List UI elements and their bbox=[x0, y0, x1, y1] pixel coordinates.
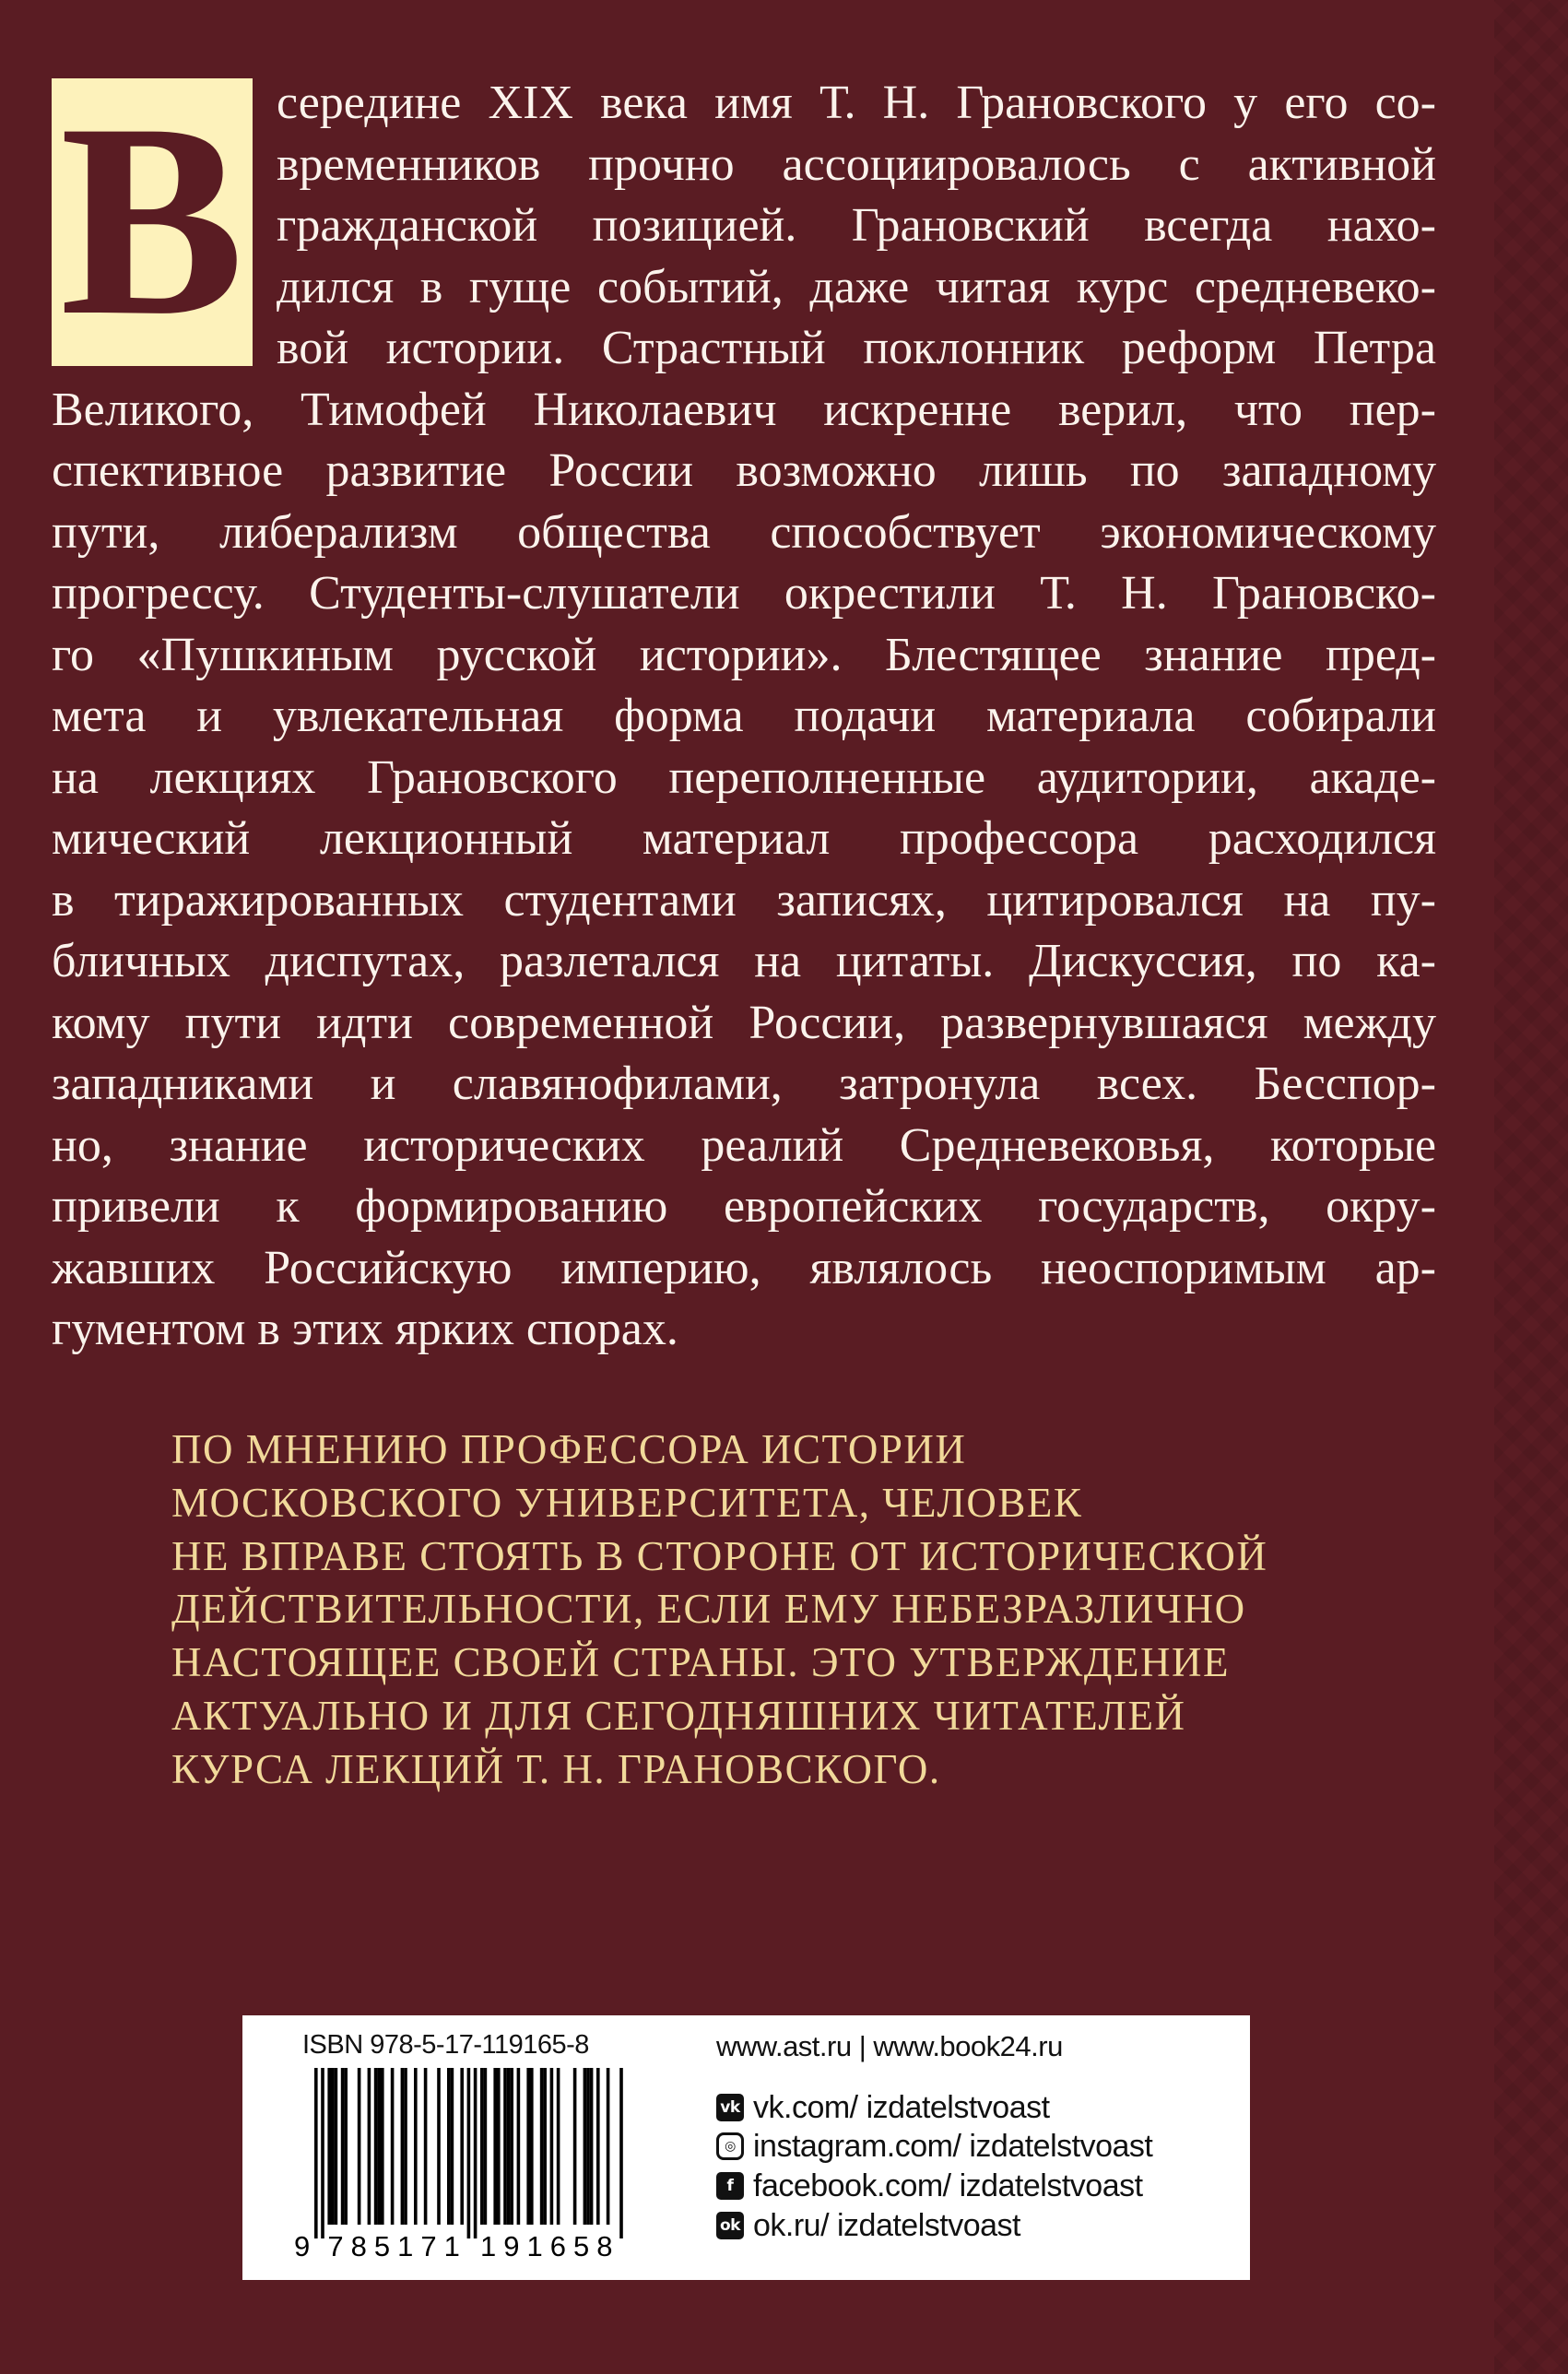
social-vk bbox=[716, 2091, 1050, 2124]
body-line: середине XIX века имя Т. Н. Грановского у его со- bbox=[277, 77, 1436, 129]
barcode-bar bbox=[586, 2068, 590, 2225]
barcode-bar bbox=[414, 2068, 418, 2225]
barcode-bar bbox=[358, 2068, 361, 2225]
barcode bbox=[294, 2068, 626, 2262]
odnoklassniki-icon: ok bbox=[716, 2212, 744, 2239]
body-line: жавших Российскую империю, являлось неоспоримым ар- bbox=[52, 1241, 1436, 1294]
barcode-guard-bar bbox=[474, 2068, 477, 2238]
websites: www.ast.ru | www.book24.ru bbox=[716, 2030, 1063, 2062]
body-line: на лекциях Грановского переполненные аудитории, акаде- bbox=[52, 750, 1436, 804]
social-facebook bbox=[716, 2169, 1143, 2203]
instagram-icon: ◎ bbox=[716, 2132, 744, 2160]
social-odnoklassniki bbox=[716, 2209, 1020, 2242]
facebook-icon: f bbox=[716, 2172, 744, 2200]
barcode-bar bbox=[540, 2068, 544, 2225]
body-line: мета и увлекательная форма подачи материала собирали bbox=[52, 690, 1436, 742]
isbn-label: ISBN 978-5-17-119165-8 bbox=[302, 2030, 589, 2060]
barcode-digit-first: 9 bbox=[294, 2230, 318, 2262]
vk-icon: vk bbox=[716, 2094, 744, 2121]
barcode-bar bbox=[503, 2068, 507, 2225]
barcode-bar bbox=[377, 2068, 381, 2225]
body-line: привели к формированию европейских государств, окру- bbox=[52, 1180, 1436, 1233]
social-text: facebook.com/ izdatelstvoast bbox=[753, 2167, 1143, 2203]
barcode-guard-bar bbox=[321, 2068, 324, 2238]
barcode-bar bbox=[573, 2068, 577, 2225]
social-text: instagram.com/ izdatelstvoast bbox=[753, 2128, 1153, 2164]
barcode-digits-left: 785171 bbox=[327, 2230, 467, 2262]
ornament-border bbox=[1494, 0, 1568, 2374]
barcode-bar bbox=[331, 2068, 335, 2225]
highlight-quote bbox=[171, 1423, 1267, 1797]
barcode-bar bbox=[335, 2068, 338, 2225]
quote-line: КУРСА ЛЕКЦИЙ Т. Н. ГРАНОВСКОГО. bbox=[171, 1745, 941, 1792]
body-line: кому пути идти современной России, развернувшаяся между bbox=[52, 996, 1436, 1049]
body-line: спективное развитие России возможно лишь по западному bbox=[52, 444, 1436, 497]
body-line: Великого, Тимофей Николаевич искренне верил, что пер- bbox=[52, 383, 1436, 436]
quote-line: МОСКОВСКОГО УНИВЕРСИТЕТА, ЧЕЛОВЕК bbox=[171, 1479, 1083, 1526]
barcode-bar bbox=[480, 2068, 484, 2225]
barcode-bar bbox=[341, 2068, 345, 2225]
body-line: но, знание исторических реалий Средневековья, которые bbox=[52, 1118, 1436, 1172]
barcode-bar bbox=[510, 2068, 513, 2225]
body-line: прогрессу. Студенты-слушатели окрестили Т. Н. Грановско- bbox=[52, 567, 1436, 620]
barcode-bar bbox=[451, 2068, 454, 2225]
body-line: временников прочно ассоциировалось с активной bbox=[277, 137, 1436, 191]
drop-cap-letter: В bbox=[59, 66, 245, 372]
barcode-bar bbox=[437, 2068, 441, 2225]
quote-line: НАСТОЯЩЕЕ СВОЕЙ СТРАНЫ. ЭТО УТВЕРЖДЕНИЕ bbox=[171, 1639, 1230, 1686]
social-instagram bbox=[716, 2130, 1152, 2163]
body-line: западниками и славянофилами, затронула всех. Бесспор- bbox=[52, 1057, 1436, 1110]
body-line: гражданской позицией. Грановский всегда нахо- bbox=[277, 199, 1436, 252]
quote-line: НЕ ВПРАВЕ СТОЯТЬ В СТОРОНЕ ОТ ИСТОРИЧЕСКОЙ bbox=[171, 1532, 1268, 1579]
imprint-panel bbox=[242, 2015, 1250, 2280]
body-line: в тиражированных студентами записях, цитировался на пу- bbox=[52, 873, 1436, 927]
barcode-guard-bar bbox=[619, 2068, 623, 2238]
barcode-digits-right: 191658 bbox=[480, 2230, 620, 2262]
barcode-bar bbox=[517, 2068, 521, 2225]
body-line: дился в гуще событий, даже читая курс средневеко- bbox=[277, 260, 1436, 313]
barcode-bar bbox=[584, 2068, 587, 2225]
quote-line: ДЕЙСТВИТЕЛЬНОСТИ, ЕСЛИ ЕМУ НЕБЕЗРАЗЛИЧНО bbox=[171, 1586, 1246, 1633]
barcode-bar bbox=[543, 2068, 547, 2225]
barcode-bar bbox=[497, 2068, 501, 2225]
barcode-guard-bar bbox=[314, 2068, 318, 2238]
body-line: бличных диспутах, разлетался на цитаты. Дискуссия, по ка- bbox=[52, 935, 1436, 987]
social-text: vk.com/ izdatelstvoast bbox=[753, 2089, 1050, 2125]
barcode-bar bbox=[557, 2068, 560, 2225]
body-line: вой истории. Страстный поклонник реформ Петра bbox=[277, 322, 1436, 374]
barcode-bar bbox=[391, 2068, 395, 2225]
barcode-bar bbox=[424, 2068, 428, 2225]
body-line: го «Пушкиным русской истории». Блестящее знание пред- bbox=[52, 628, 1436, 681]
barcode-bar bbox=[526, 2068, 530, 2225]
barcode-bar bbox=[447, 2068, 451, 2225]
quote-line: АКТУАЛЬНО И ДЛЯ СЕГОДНЯШНИХ ЧИТАТЕЛЕЙ bbox=[171, 1692, 1186, 1739]
body-text bbox=[52, 66, 1436, 1361]
barcode-bar bbox=[590, 2068, 594, 2225]
body-line: мический лекционный материал профессора расходился bbox=[52, 812, 1436, 865]
social-text: ok.ru/ izdatelstvoast bbox=[753, 2207, 1020, 2243]
barcode-bar bbox=[460, 2068, 464, 2225]
barcode-bar bbox=[507, 2068, 511, 2225]
barcode-bar bbox=[404, 2068, 407, 2225]
body-line: пути, либерализм общества способствует экономическому bbox=[52, 505, 1436, 559]
barcode-bar bbox=[401, 2068, 405, 2225]
barcode-bar bbox=[550, 2068, 554, 2225]
barcode-bar bbox=[484, 2068, 488, 2225]
barcode-bar bbox=[596, 2068, 600, 2225]
barcode-bar bbox=[368, 2068, 371, 2225]
body-line: гументом в этих ярких спорах. bbox=[52, 1303, 678, 1355]
barcode-bar bbox=[607, 2068, 610, 2225]
barcode-bar bbox=[381, 2068, 384, 2225]
barcode-bar bbox=[344, 2068, 348, 2225]
barcode-bar bbox=[493, 2068, 497, 2225]
quote-line: ПО МНЕНИЮ ПРОФЕССОРА ИСТОРИИ bbox=[171, 1426, 967, 1472]
barcode-bar bbox=[327, 2068, 331, 2225]
barcode-bar bbox=[530, 2068, 534, 2225]
barcode-bar bbox=[374, 2068, 378, 2225]
barcode-guard-bar bbox=[467, 2068, 471, 2238]
